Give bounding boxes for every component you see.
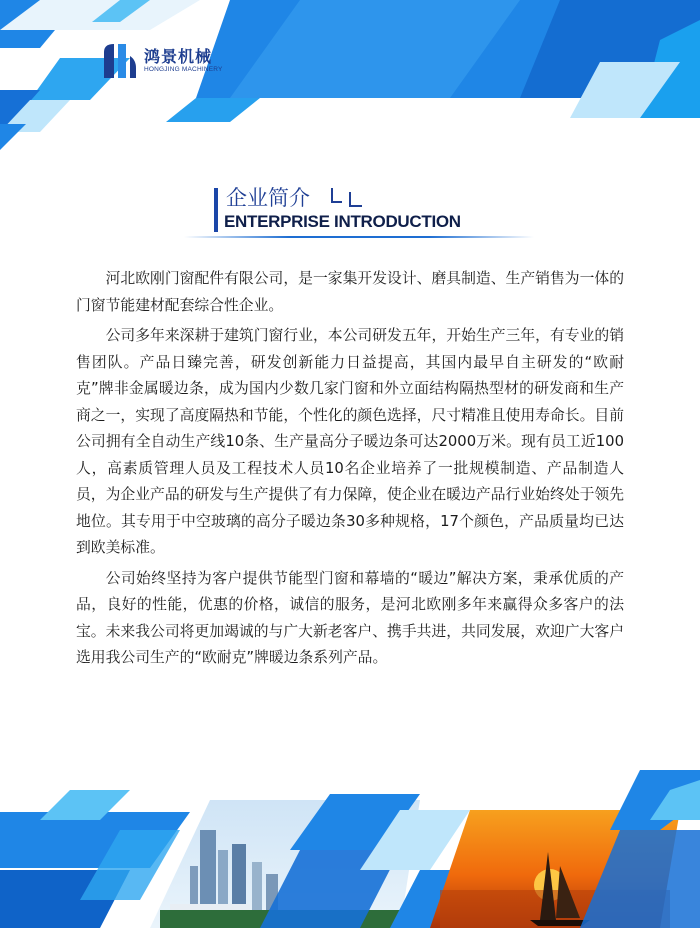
logo-name: 鸿景机械 <box>144 47 213 66</box>
intro-paragraph: 公司多年来深耕于建筑门窗行业，本公司研发五年，开始生产三年，有专业的销售团队。产品日臻完善，研发创新能力日益提高，其国内最早自主研发的“欧耐克”牌非金属暖边条，成为国内少数几家门窗和外立面结构隔热型材的研发商和生产商之一，实现了高度隔热和节能，个性化的颜色选择，尺寸精准且使用寿命长。目前公司拥有全自动生产线10条、生产量高分子暖边条可达2000万米。现有员工近100人，高素质管理人员及工程技术人员10名企业培养了一批规模制造、产品制造人员，为企业产品的研发与生产提供了有力保障，使企业在暖边产品行业始终处于领先地位。其专用于中空玻璃的高分子暖边条30多种规格，17个颜色，产品质量均已达到欧美标准。 <box>76 327 624 556</box>
intro-paragraph: 河北欧刚门窗配件有限公司，是一家集开发设计、磨具制造、生产销售为一体的门窗节能建材配套综合性企业。 <box>76 270 624 314</box>
chevron-arrows-icon <box>326 186 366 210</box>
heading-accent-bar <box>214 188 218 232</box>
company-logo <box>100 36 240 86</box>
bottom-decoration <box>0 770 700 928</box>
heading-underline <box>184 236 534 238</box>
logo-mark-icon <box>100 38 140 82</box>
heading-title-en: ENTERPRISE INTRODUCTION <box>224 212 461 231</box>
heading-title-cn: 企业简介 <box>226 186 310 210</box>
intro-article <box>76 266 624 676</box>
section-heading <box>214 180 534 240</box>
intro-paragraph: 公司始终坚持为客户提供节能型门窗和幕墙的“暖边”解决方案，秉承优质的产品，良好的性能，优惠的价格，诚信的服务，是河北欧刚多年来赢得众多客户的法宝。未来我公司将更加竭诚的与广大新老客户、携手共进，共同发展，欢迎广大客户选用我公司生产的“欧耐克”牌暖边条系列产品。 <box>76 569 624 666</box>
logo-subtitle: HONGJING MACHINERY <box>144 66 223 73</box>
